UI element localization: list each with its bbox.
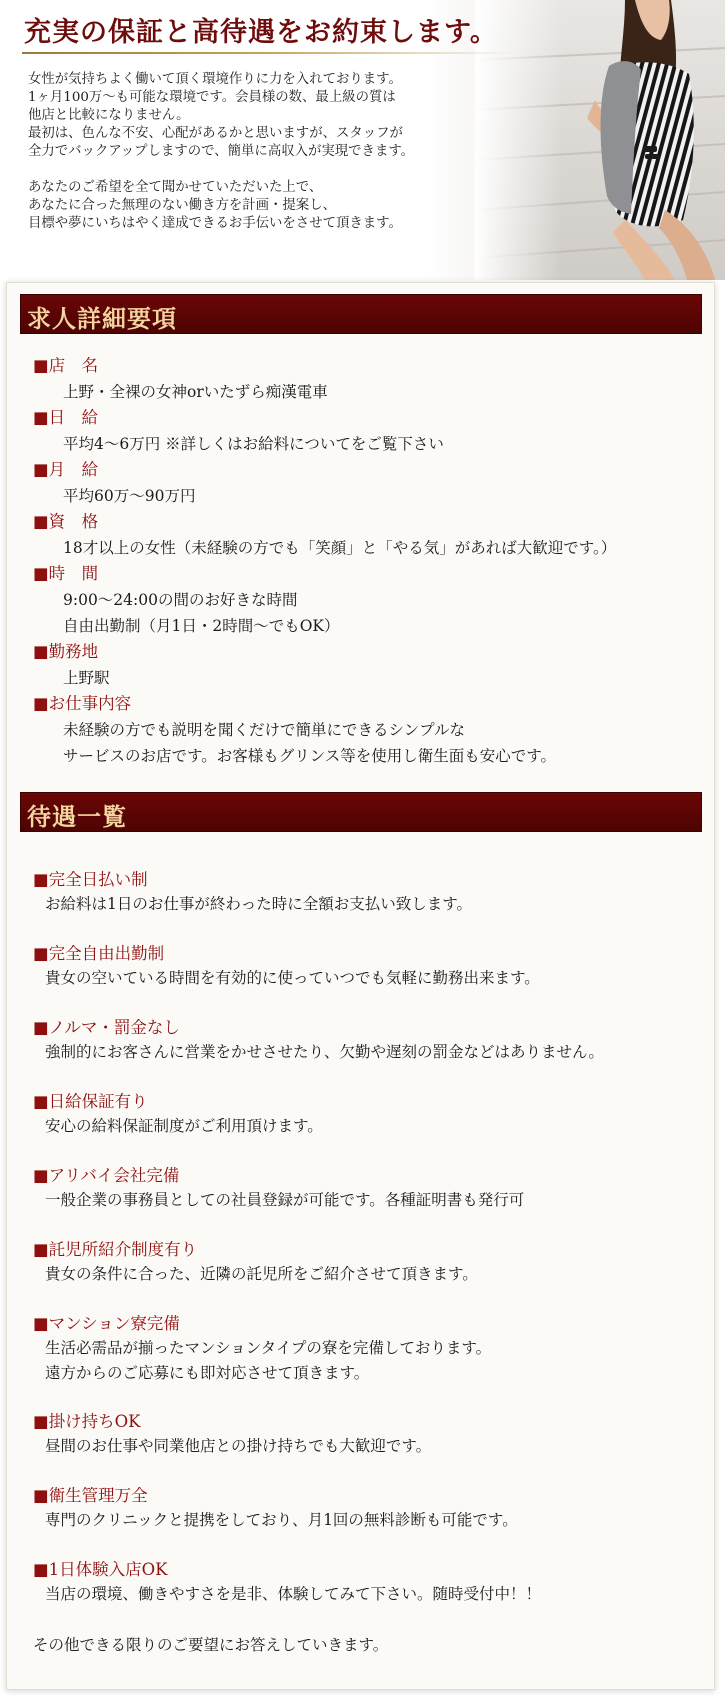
hero-title: 充実の保証と高待遇をお約束します。 [24,17,498,48]
detail-store-name [33,353,693,405]
hero-banner [0,0,725,280]
title-divider [22,52,517,54]
benefit-desc: 一般企業の事務員としての社員登録が可能です。各種証明書も発行可 [45,1191,525,1209]
benefit-label: ■完全日払い制 [33,870,148,889]
detail-job-content [33,691,693,769]
benefit-label: ■託児所紹介制度有り [33,1240,198,1259]
detail-monthly-pay [33,457,693,509]
benefit-label: ■完全自由出勤制 [33,944,165,963]
benefit-desc: 貴女の空いている時間を有効的に使っていつでも気軽に勤務出来ます。 [45,969,540,987]
section-header-benefits [20,792,702,832]
benefit-label: ■日給保証有り [33,1092,148,1111]
detail-location [33,639,693,691]
hero-photo [475,0,725,280]
detail-value: 未経験の方でも説明を聞くだけで簡単にできるシンプルな [63,721,465,739]
intro-line: 1ヶ月100万〜も可能な環境です。会員様の数、最上級の質は [28,90,396,105]
detail-qualification [33,509,693,561]
detail-label: ■勤務地 [33,642,99,661]
section-header-title: 待遇一覧 [27,802,127,831]
detail-label: ■店 名 [33,356,99,375]
intro-line: 最初は、色んな不安、心配があるかと思いますが、スタッフが [28,126,403,141]
benefit-label: ■衛生管理万全 [33,1486,148,1505]
benefit-desc: 昼間のお仕事や同業他店との掛け持ちでも大歓迎です。 [45,1437,432,1455]
benefit-label: ■掛け持ちOK [33,1412,141,1431]
detail-value: 平均60万〜90万円 [63,487,196,505]
benefit-item [33,1410,703,1484]
benefit-item [33,1164,703,1238]
intro-line: 他店と比較になりません。 [28,108,190,123]
benefit-item [33,942,703,1016]
detail-label: ■月 給 [33,460,99,479]
benefit-desc: お給料は1日のお仕事が終わった時に全額お支払い致します。 [45,895,472,913]
job-details-list [33,353,693,769]
benefit-label: ■1日体験入店OK [33,1560,168,1579]
benefit-item [33,1238,703,1312]
intro-line: 女性が気持ちよく働いて頂く環境作りに力を入れております。 [28,72,402,87]
benefit-label: ■アリバイ会社完備 [33,1166,180,1185]
intro-line: 全力でバックアップしますので、簡単に高収入が実現できます。 [28,144,415,159]
benefit-desc: 当店の環境、働きやすさを是非、体験してみて下さい。随時受付中！！ [45,1585,542,1603]
detail-value: 自由出勤制（月1日・2時間〜でもOK） [63,617,340,635]
intro-line: あなたに合った無理のない働き方を計画・提案し、 [28,198,336,213]
benefit-label: ■マンション寮完備 [33,1314,180,1333]
benefit-desc: 強制的にお客さんに営業をかせさせたり、欠勤や遅刻の罰金などはありません。 [45,1043,604,1061]
detail-label: ■資 格 [33,512,99,531]
benefit-item [33,1090,703,1164]
detail-value: サービスのお店です。お客様もグリンス等を使用し衛生面も安心です。 [63,747,557,765]
detail-value: 上野・全裸の女神orいたずら痴漢電車 [63,383,328,401]
benefit-desc: 遠方からのご応募にも即対応させて頂きます。 [45,1364,370,1382]
hero-intro [28,71,498,233]
benefit-item [33,1312,703,1410]
benefit-desc: 専門のクリニックと提携をしており、月1回の無料診断も可能です。 [45,1511,518,1529]
benefit-desc: 貴女の条件に合った、近隣の託児所をご紹介させて頂きます。 [45,1265,478,1283]
intro-line: 目標や夢にいちはやく達成できるお手伝いをさせて頂きます。 [28,216,402,231]
benefit-desc: 安心の給料保証制度がご利用頂けます。 [45,1117,323,1135]
benefit-item [33,1484,703,1558]
benefit-desc: 生活必需品が揃ったマンションタイプの寮を完備しております。 [45,1339,492,1357]
detail-daily-pay [33,405,693,457]
benefits-list [33,868,703,1632]
paragraph-gap [28,161,498,179]
detail-value: 平均4〜6万円 ※詳しくはお給料についてをご覧下さい [63,435,444,453]
detail-value: 上野駅 [63,669,110,687]
detail-label: ■時 間 [33,564,99,583]
benefit-label: ■ノルマ・罰金なし [33,1018,180,1037]
intro-line: あなたのご希望を全て聞かせていただいた上で、 [28,180,323,195]
benefit-item [33,868,703,942]
section-header-job-details [20,294,702,334]
benefit-item [33,1558,703,1632]
closing-text: その他できる限りのご要望にお答えしていきます。 [33,1636,389,1654]
benefit-item [33,1016,703,1090]
detail-label: ■お仕事内容 [33,694,132,713]
content-panel [6,282,715,1690]
detail-hours [33,561,693,639]
detail-value: 9:00〜24:00の間のお好きな時間 [63,591,298,609]
detail-value: 18才以上の女性（未経験の方でも「笑顔」と「やる気」があれば大歓迎です。） [63,539,617,557]
section-header-title: 求人詳細要項 [27,304,177,333]
detail-label: ■日 給 [33,408,99,427]
